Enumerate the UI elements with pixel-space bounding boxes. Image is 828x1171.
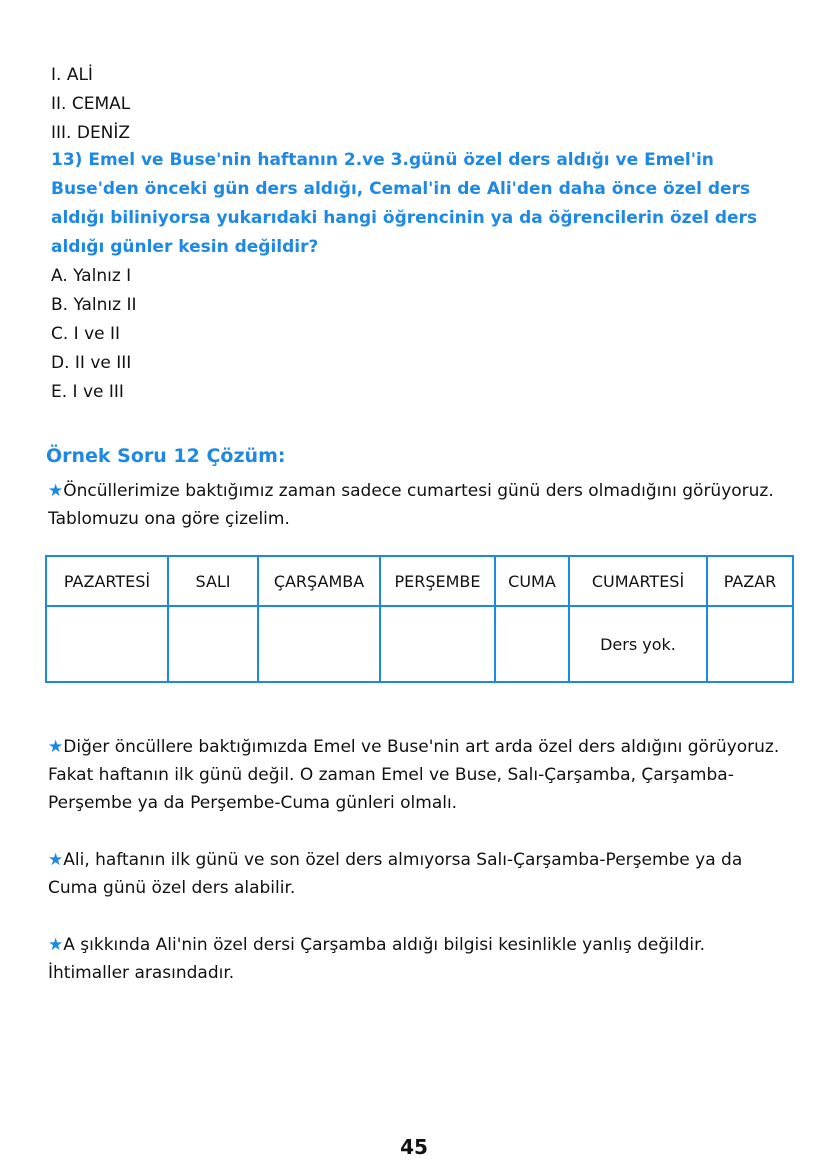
table-cell bbox=[380, 606, 495, 682]
header-cell: ÇARŞAMBA bbox=[258, 556, 380, 606]
table-cell bbox=[707, 606, 793, 682]
table-header-row bbox=[46, 556, 793, 606]
header-cell: CUMARTESİ bbox=[569, 556, 707, 606]
option-e: E. I ve III bbox=[51, 382, 124, 402]
table-cell bbox=[258, 606, 380, 682]
option-d: D. II ve III bbox=[51, 353, 132, 373]
item-2: II. CEMAL bbox=[51, 94, 131, 114]
paragraph-1 bbox=[48, 733, 788, 817]
question-text: 13) Emel ve Buse'nin haftanın 2.ve 3.günü özel ders aldığı ve Emel'in Buse'den önceki gün ders aldığı, Cemal'in de Ali'den daha önce özel ders aldığı biliniyorsa yukarıdaki hangi öğrencinin ya da öğrencilerin özel ders aldığı günler kesin değildir? bbox=[51, 150, 758, 257]
item-1: I. ALİ bbox=[51, 65, 93, 85]
item-3: III. DENİZ bbox=[51, 123, 131, 143]
option-a: A. Yalnız I bbox=[51, 266, 132, 286]
table-cell bbox=[46, 606, 168, 682]
paragraph-text: Diğer öncüllere baktığımızda Emel ve Buse'nin art arda özel ders aldığını görüyoruz. Fakat haftanın ilk günü değil. O zaman Emel ve Buse, Salı-Çarşamba, Çarşamba-Perşembe ya da Perşembe-Cuma günleri olmalı. bbox=[48, 737, 780, 813]
header-cell: SALI bbox=[168, 556, 258, 606]
paragraph-2 bbox=[48, 846, 788, 902]
star-icon: ★ bbox=[48, 737, 64, 757]
table-row bbox=[46, 606, 793, 682]
option-b: B. Yalnız II bbox=[51, 295, 137, 315]
header-cell: PAZARTESİ bbox=[46, 556, 168, 606]
paragraph-3 bbox=[48, 931, 788, 987]
intro-paragraph bbox=[48, 477, 788, 533]
header-cell: CUMA bbox=[495, 556, 569, 606]
table-cell: Ders yok. bbox=[569, 606, 707, 682]
table-cell bbox=[495, 606, 569, 682]
option-c: C. I ve II bbox=[51, 324, 121, 344]
table-cell bbox=[168, 606, 258, 682]
star-icon: ★ bbox=[48, 481, 64, 501]
page-number: 45 bbox=[400, 1135, 428, 1159]
solution-heading: Örnek Soru 12 Çözüm: bbox=[46, 445, 286, 467]
star-icon: ★ bbox=[48, 850, 64, 870]
paragraph-text: A şıkkında Ali'nin özel dersi Çarşamba aldığı bilgisi kesinlikle yanlış değildir. İhtimaller arasındadır. bbox=[48, 935, 705, 983]
days-table bbox=[45, 555, 794, 683]
header-cell: PAZAR bbox=[707, 556, 793, 606]
header-cell: PERŞEMBE bbox=[380, 556, 495, 606]
answer-options bbox=[51, 262, 137, 407]
star-icon: ★ bbox=[48, 935, 64, 955]
intro-text: Öncüllerimize baktığımız zaman sadece cumartesi günü ders olmadığını görüyoruz. Tablomuzu ona göre çizelim. bbox=[48, 481, 774, 529]
paragraph-text: Ali, haftanın ilk günü ve son özel ders almıyorsa Salı-Çarşamba-Perşembe ya da Cuma günü özel ders alabilir. bbox=[48, 850, 743, 898]
